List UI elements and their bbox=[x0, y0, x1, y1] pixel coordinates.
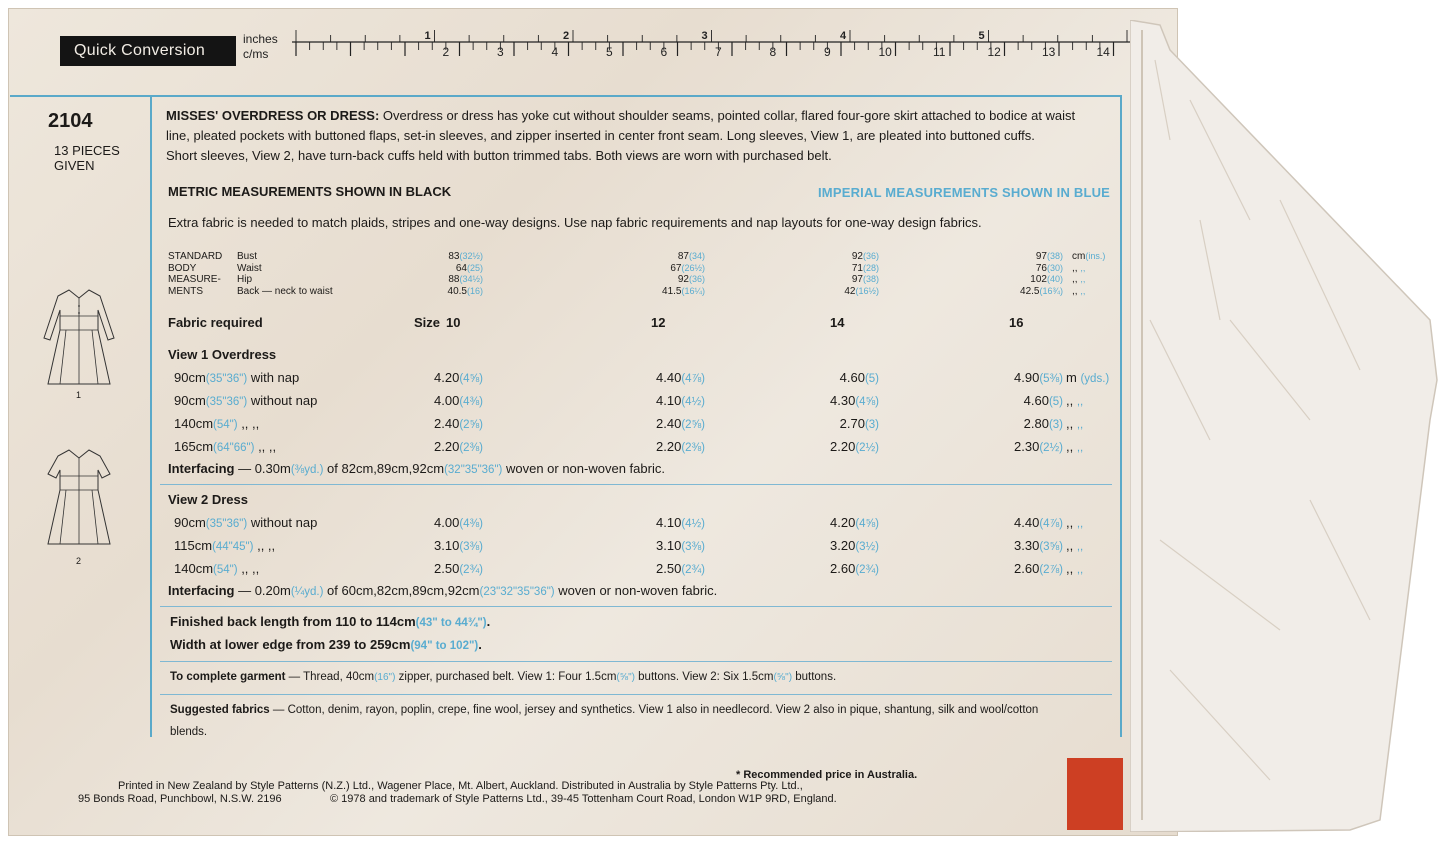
text-body_measurements-columns-1-metric-1: 67 bbox=[670, 262, 682, 274]
text-fabric-view2-rows-2-vals-2-0: 2.60 bbox=[830, 561, 856, 576]
view2-row-3-unit bbox=[1066, 561, 1083, 576]
view2-row-3-width bbox=[174, 561, 259, 576]
text-complete-t1: — Thread, 40cm bbox=[285, 671, 375, 683]
text-fabric-view1-rows-2-vals-3-0: 2.80 bbox=[1023, 416, 1049, 431]
text-fabric-view1-rows-2-nap: ,, ,, bbox=[237, 416, 260, 431]
text-body_measurements-ditto: ,, bbox=[1072, 285, 1078, 297]
view1-title: View 1 Overdress bbox=[168, 347, 277, 362]
text-finished-back_text: Finished back length from 110 to 114cm bbox=[170, 614, 416, 629]
text-fabric-view2-rows-0-vals-0-1: (4⅜) bbox=[459, 518, 483, 530]
text-fabric-view2-interfacing-text2_in: (23"32"35"36") bbox=[479, 586, 555, 598]
text-fabric-view1-rows-3-vals-2-1: (2½) bbox=[855, 442, 879, 454]
text-fabric-view1-rows-2-width_in: (54") bbox=[213, 419, 238, 431]
size-10: 10 bbox=[446, 315, 461, 330]
finished-back-length bbox=[170, 614, 490, 629]
ruler-cm-number: 7 bbox=[715, 45, 722, 59]
text-fabric-view2-rows-0-vals-0-0: 4.00 bbox=[434, 515, 460, 530]
text-fabric-view1-interfacing-label: Interfacing bbox=[168, 461, 235, 476]
text-fabric-view2-rows-2-nap: ,, ,, bbox=[237, 561, 260, 576]
text-body_measurements-columns-3-imperial-1: (30) bbox=[1046, 262, 1063, 273]
envelope-side-flap bbox=[1130, 20, 1442, 832]
ruler-inch-number: 2 bbox=[563, 30, 570, 42]
description-text-1: Overdress or dress has yoke cut without shoulder seams, pointed collar, flared four-gore skirt attached to bodice at waist bbox=[379, 108, 1076, 123]
view2-sketch-label: 2 bbox=[76, 556, 82, 566]
text-fabric-view1-rows-0-unit_in: (yds.) bbox=[1080, 373, 1110, 385]
text-body_measurements-ditto: ,, bbox=[1072, 274, 1078, 285]
view1-row-3-width bbox=[174, 416, 259, 431]
size-14: 14 bbox=[830, 315, 845, 330]
view1-row-4-size-16 bbox=[1014, 439, 1063, 454]
text-fabric-view1-interfacing-text1: — 0.30m bbox=[234, 461, 291, 476]
suggested-fabrics bbox=[170, 704, 1038, 716]
view1-row-3-size-14 bbox=[840, 416, 879, 431]
text-fabric-view1-rows-2-vals-0-0: 2.40 bbox=[434, 416, 460, 431]
text-body_measurements-columns-1-metric-2: 92 bbox=[677, 274, 689, 285]
text-fabric-view1-rows-1-width_in: (35"36") bbox=[205, 396, 248, 408]
ruler-cm-number: 9 bbox=[824, 45, 831, 59]
text-body_measurements-columns-0-metric-2: 88 bbox=[448, 274, 460, 285]
text-fabric-view2-rows-2-vals-3-1: (2⅞) bbox=[1039, 564, 1063, 576]
text-body_measurements-columns-0-metric-1: 64 bbox=[455, 262, 467, 274]
text-fabric-view1-rows-3-vals-1-0: 2.20 bbox=[656, 439, 682, 454]
view1-interfacing bbox=[168, 461, 665, 476]
text-fabric-view2-rows-2-vals-3-0: 2.60 bbox=[1014, 561, 1040, 576]
text-fabric-view2-rows-0-vals-3-1: (4⅞) bbox=[1039, 518, 1063, 530]
pattern-number: 2104 bbox=[48, 110, 93, 132]
text-fabric-view2-rows-2-unit_in: ,, bbox=[1076, 564, 1084, 576]
text-fabric-view1-rows-0-vals-0-1: (4⅝) bbox=[459, 373, 483, 385]
imperial-header: IMPERIAL MEASUREMENTS SHOWN IN BLUE bbox=[818, 185, 1111, 200]
ruler-inch-number: 1 bbox=[424, 30, 431, 42]
text-body_measurements-unit_imperial: (ins.) bbox=[1085, 251, 1106, 261]
to-complete-garment bbox=[170, 671, 836, 683]
text-fabric-view2-rows-1-vals-1-1: (3⅜) bbox=[681, 541, 705, 553]
text-fabric-view2-rows-0-vals-3-0: 4.40 bbox=[1014, 515, 1040, 530]
description-title: MISSES' OVERDRESS OR DRESS: bbox=[166, 108, 380, 123]
body-measurements-label bbox=[168, 251, 222, 297]
ruler-cm-number: 11 bbox=[933, 45, 946, 59]
ruler-cm-number: 8 bbox=[769, 45, 777, 59]
text-body_measurements-columns-3-metric-1: 76 bbox=[1035, 262, 1047, 274]
text-body_measurements-unit_metric: cm bbox=[1072, 251, 1086, 262]
text-body_measurements-columns-2-metric-3: 42 bbox=[844, 285, 856, 297]
text-body_measurements-columns-2-imperial-1: (28) bbox=[862, 262, 879, 273]
text-fabric-view2-rows-2-vals-0-0: 2.50 bbox=[434, 561, 460, 576]
view1-row-1-unit bbox=[1066, 370, 1109, 385]
text-fabric-view1-rows-3-vals-1-1: (2⅜) bbox=[681, 442, 705, 454]
view1-sketch bbox=[34, 286, 124, 396]
text-fabric-view1-rows-3-width: 165cm bbox=[174, 439, 214, 454]
view1-row-1-size-10 bbox=[434, 370, 483, 385]
text-fabric-view1-rows-1-unit_in: ,, bbox=[1076, 396, 1084, 408]
text-finished-period: . bbox=[478, 637, 482, 652]
view1-row-1-width bbox=[174, 370, 299, 385]
ruler-inch-number: 5 bbox=[978, 30, 985, 42]
bm-row-waist: Waist bbox=[237, 262, 262, 274]
view2-row-1-size-16 bbox=[1014, 515, 1063, 530]
text-body_measurements-columns-3-metric-2: 102 bbox=[1030, 274, 1047, 285]
text-fabric-view1-rows-1-vals-3-1: (5) bbox=[1048, 396, 1063, 408]
pieces-count: 13 PIECES bbox=[54, 143, 120, 158]
ruler-inch-number: 3 bbox=[701, 30, 708, 42]
text-complete-t2: zipper, purchased belt. View 1: Four 1.5cm bbox=[395, 671, 617, 683]
view2-row-1-size-10 bbox=[434, 515, 483, 530]
text-body_measurements-ditto: ,, bbox=[1080, 274, 1086, 284]
view1-row-1-size-16 bbox=[1014, 370, 1063, 385]
text-fabric-view1-rows-1-vals-2-1: (4⅝) bbox=[855, 396, 879, 408]
bm-row-hip: Hip bbox=[237, 274, 253, 285]
bm-units-column bbox=[1072, 251, 1105, 297]
text-fabric-view2-rows-1-unit: ,, bbox=[1066, 538, 1074, 553]
text-complete-label: To complete garment bbox=[170, 671, 286, 683]
text-fabric-view1-rows-3-vals-3-0: 2.30 bbox=[1014, 439, 1040, 454]
text-fabric-view1-rows-0-unit: m bbox=[1066, 370, 1077, 385]
fabric-required-label: Fabric required bbox=[168, 315, 263, 330]
text-fabric-view2-rows-2-vals-1-1: (2¾) bbox=[681, 564, 705, 576]
view2-row-1-size-14 bbox=[830, 515, 879, 530]
text-body_measurements-columns-2-imperial-0: (36) bbox=[862, 251, 879, 261]
text-fabric-view1-rows-0-width: 90cm bbox=[174, 370, 206, 385]
text-body_measurements-columns-0-imperial-2: (34½) bbox=[459, 274, 483, 284]
text-fabric-view2-rows-1-width_in: (44"45") bbox=[212, 541, 254, 553]
text-body_measurements-columns-1-imperial-3: (16¼) bbox=[681, 285, 705, 296]
printer-line-2b: © 1978 and trademark of Style Patterns Ltd., 39-45 Tottenham Court Road, London W1P 9RD, England. bbox=[330, 793, 837, 805]
view2-row-2-unit bbox=[1066, 538, 1083, 553]
text-finished-width_text: Width at lower edge from 239 to 259cm bbox=[170, 637, 411, 652]
bm-row-back: Back — neck to waist bbox=[237, 285, 333, 297]
view1-row-3-size-16 bbox=[1024, 416, 1063, 431]
text-fabric-view1-rows-1-nap: without nap bbox=[247, 393, 318, 408]
text-fabric-view1-rows-2-vals-0-1: (2⅝) bbox=[459, 419, 483, 431]
ruler-cm-number: 6 bbox=[660, 45, 668, 59]
text-fabric-view2-rows-0-width_in: (35"36") bbox=[205, 518, 248, 530]
view1-row-3-size-10 bbox=[434, 416, 483, 431]
text-body_measurements-columns-2-imperial-2: (38) bbox=[862, 274, 879, 284]
text-fabric-view2-interfacing-text3: woven or non-woven fabric. bbox=[554, 583, 718, 598]
text-body_measurements-columns-3-imperial-2: (40) bbox=[1046, 274, 1063, 284]
text-complete-t2_in: (⅝") bbox=[616, 672, 635, 683]
view2-row-1-width bbox=[174, 515, 317, 530]
text-body_measurements-columns-0-imperial-0: (32½) bbox=[459, 251, 483, 261]
bm-label-ments: MENTS bbox=[168, 285, 203, 297]
view2-row-3-size-10 bbox=[434, 561, 483, 576]
text-fabric-view1-rows-3-vals-3-1: (2½) bbox=[1039, 442, 1063, 454]
text-body_measurements-columns-1-imperial-0: (34) bbox=[688, 251, 705, 261]
text-fabric-view1-rows-0-vals-3-0: 4.90 bbox=[1014, 370, 1040, 385]
text-fabric-view2-rows-1-vals-2-0: 3.20 bbox=[830, 538, 856, 553]
price-sticker-area bbox=[1067, 758, 1123, 830]
bm-column-size-16 bbox=[1020, 251, 1063, 297]
view1-sketch-label: 1 bbox=[76, 390, 82, 400]
description-line-3: Short sleeves, View 2, have turn-back cuffs held with button trimmed tabs. Both views are worn with purchased belt. bbox=[166, 148, 832, 163]
text-body_measurements-columns-0-imperial-3: (16) bbox=[466, 285, 483, 296]
ruler-cm-number: 4 bbox=[551, 45, 559, 59]
text-body_measurements-columns-1-metric-0: 87 bbox=[677, 251, 689, 262]
text-body_measurements-ditto: ,, bbox=[1080, 262, 1086, 273]
text-body_measurements-columns-2-metric-1: 71 bbox=[851, 262, 863, 274]
view2-row-3-size-14 bbox=[830, 561, 879, 576]
text-fabric-view2-interfacing-text1: — 0.20m bbox=[234, 583, 291, 598]
view1-row-3-unit bbox=[1066, 416, 1083, 431]
text-fabric-view1-rows-3-vals-0-0: 2.20 bbox=[434, 439, 460, 454]
text-fabric-view1-rows-0-width_in: (35"36") bbox=[205, 373, 248, 385]
bm-row-bust: Bust bbox=[237, 251, 258, 262]
text-fabric-view2-rows-0-vals-2-1: (4⅝) bbox=[855, 518, 879, 530]
section-divider-4 bbox=[160, 694, 1112, 695]
text-fabric-view1-interfacing-text1_in: (⅜yd.) bbox=[290, 464, 324, 476]
text-body_measurements-columns-0-metric-3: 40.5 bbox=[447, 285, 467, 297]
text-fabric-view1-rows-1-width: 90cm bbox=[174, 393, 206, 408]
view1-row-3-size-12 bbox=[656, 416, 705, 431]
text-fabric-view2-rows-0-width: 90cm bbox=[174, 515, 206, 530]
text-finished-back_in: (43" to 44¾") bbox=[415, 617, 487, 629]
text-suggested-text: — Cotton, denim, rayon, poplin, crepe, fine wool, jersey and synthetics. View 1 also in needlecord. View 2 also in pique, shantung, silk and wool/cotton bbox=[269, 704, 1039, 716]
text-body_measurements-columns-2-imperial-3: (16½) bbox=[855, 285, 879, 296]
text-fabric-view2-rows-0-unit_in: ,, bbox=[1076, 518, 1084, 530]
bm-label-measure: MEASURE- bbox=[168, 274, 221, 285]
view1-row-4-size-10 bbox=[434, 439, 483, 454]
text-fabric-view2-rows-2-width: 140cm bbox=[174, 561, 214, 576]
ruler-cm-number: 13 bbox=[1042, 45, 1056, 59]
quick-conversion-ruler bbox=[60, 28, 1130, 68]
width-lower-edge bbox=[170, 637, 482, 652]
view2-sketch bbox=[34, 446, 124, 556]
view1-row-2-unit bbox=[1066, 393, 1083, 408]
text-body_measurements-columns-0-metric-0: 83 bbox=[448, 251, 460, 262]
view1-row-4-unit bbox=[1066, 439, 1083, 454]
bm-column-size-10 bbox=[448, 251, 483, 297]
ruler-cm-number: 14 bbox=[1096, 45, 1110, 59]
text-complete-t1_in: (16") bbox=[374, 672, 396, 683]
unit-inches: inches bbox=[243, 32, 278, 46]
text-fabric-view1-rows-0-nap: with nap bbox=[247, 370, 300, 385]
view1-row-2-size-12 bbox=[656, 393, 705, 408]
text-fabric-view1-rows-1-vals-1-1: (4½) bbox=[681, 396, 705, 408]
ruler-inch-number: 4 bbox=[840, 30, 847, 42]
view2-row-2-width bbox=[174, 538, 275, 553]
text-fabric-view2-rows-1-vals-1-0: 3.10 bbox=[656, 538, 682, 553]
text-fabric-view2-rows-1-width: 115cm bbox=[174, 538, 213, 553]
text-fabric-view2-rows-1-vals-0-0: 3.10 bbox=[434, 538, 460, 553]
view2-interfacing bbox=[168, 583, 717, 598]
text-fabric-view2-rows-0-vals-1-1: (4½) bbox=[681, 518, 705, 530]
metric-header: METRIC MEASUREMENTS SHOWN IN BLACK bbox=[168, 184, 452, 199]
size-16: 16 bbox=[1009, 315, 1024, 330]
text-fabric-view2-interfacing-text1_in: (¼yd.) bbox=[290, 586, 324, 598]
view2-row-2-size-14 bbox=[830, 538, 879, 553]
text-fabric-view2-rows-0-unit: ,, bbox=[1066, 515, 1074, 530]
text-body_measurements-ditto: ,, bbox=[1080, 285, 1086, 296]
view2-row-2-size-10 bbox=[434, 538, 483, 553]
text-fabric-view2-interfacing-label: Interfacing bbox=[168, 583, 235, 598]
bm-column-size-12 bbox=[662, 251, 705, 297]
section-divider-3 bbox=[160, 661, 1112, 662]
ruler-cm-number: 12 bbox=[987, 45, 1001, 59]
bm-label-standard: STANDARD bbox=[168, 251, 223, 262]
body-measurement-rows bbox=[237, 251, 333, 297]
text-fabric-view2-rows-0-vals-1-0: 4.10 bbox=[656, 515, 682, 530]
view1-row-4-width bbox=[174, 439, 276, 454]
pieces-given-label: GIVEN bbox=[54, 158, 95, 173]
view1-row-4-size-12 bbox=[656, 439, 705, 454]
view1-row-4-size-14 bbox=[830, 439, 879, 454]
text-fabric-view2-rows-2-vals-2-1: (2¾) bbox=[855, 564, 879, 576]
text-fabric-view1-rows-1-vals-0-0: 4.00 bbox=[434, 393, 460, 408]
text-fabric-view1-rows-0-vals-2-1: (5) bbox=[864, 373, 879, 385]
quick-conversion-label: Quick Conversion bbox=[60, 36, 236, 66]
text-fabric-view1-rows-0-vals-0-0: 4.20 bbox=[434, 370, 460, 385]
text-fabric-view2-rows-1-nap: ,, ,, bbox=[253, 538, 276, 553]
text-fabric-view1-rows-2-vals-2-0: 2.70 bbox=[839, 416, 865, 431]
text-body_measurements-columns-1-metric-3: 41.5 bbox=[662, 285, 682, 297]
text-fabric-view1-rows-1-vals-2-0: 4.30 bbox=[830, 393, 856, 408]
text-body_measurements-columns-3-imperial-3: (16¾) bbox=[1039, 285, 1063, 296]
size-label: Size bbox=[414, 315, 441, 330]
text-fabric-view2-rows-0-vals-2-0: 4.20 bbox=[830, 515, 856, 530]
view1-row-2-size-14 bbox=[830, 393, 879, 408]
view2-row-1-unit bbox=[1066, 515, 1083, 530]
text-fabric-view2-rows-2-vals-0-1: (2¾) bbox=[459, 564, 483, 576]
text-fabric-view2-rows-1-vals-3-1: (3⅝) bbox=[1039, 541, 1063, 553]
recommended-price-note: * Recommended price in Australia. bbox=[736, 769, 918, 781]
text-fabric-view1-rows-2-width: 140cm bbox=[174, 416, 214, 431]
view1-row-2-size-10 bbox=[434, 393, 483, 408]
text-fabric-view2-interfacing-text2: of 60cm,82cm,89cm,92cm bbox=[323, 583, 480, 598]
text-fabric-view1-rows-2-vals-3-1: (3) bbox=[1048, 419, 1063, 431]
text-fabric-view1-rows-1-vals-0-1: (4⅜) bbox=[459, 396, 483, 408]
ruler-units bbox=[243, 32, 278, 62]
text-body_measurements-columns-3-metric-0: 97 bbox=[1035, 251, 1047, 262]
text-fabric-view1-rows-2-unit_in: ,, bbox=[1076, 419, 1084, 431]
extra-fabric-note: Extra fabric is needed to match plaids, stripes and one-way designs. Use nap fabric requirements and nap layouts for one-way design fabrics. bbox=[168, 215, 982, 230]
text-fabric-view1-rows-0-vals-1-1: (4⅞) bbox=[681, 373, 705, 385]
text-fabric-view2-rows-2-vals-1-0: 2.50 bbox=[656, 561, 682, 576]
text-body_measurements-columns-2-metric-0: 92 bbox=[851, 251, 863, 262]
text-fabric-view1-rows-1-vals-1-0: 4.10 bbox=[656, 393, 682, 408]
description-line-2: line, pleated pockets with buttoned flaps, set-in sleeves, and zipper inserted in center front seam. Long sleeves, View 1, are pleated into buttoned cuffs. bbox=[166, 128, 1035, 143]
pieces-given bbox=[54, 143, 120, 173]
bm-column-size-14 bbox=[844, 251, 879, 297]
text-fabric-view1-rows-1-unit: ,, bbox=[1066, 393, 1074, 408]
ruler-cm-number: 10 bbox=[878, 45, 892, 59]
suggested-fabrics-cont: blends. bbox=[170, 726, 208, 738]
text-fabric-view1-interfacing-text2_in: (32"35"36") bbox=[444, 464, 503, 476]
text-fabric-view2-rows-1-vals-2-1: (3½) bbox=[855, 541, 879, 553]
text-fabric-view1-rows-2-vals-1-1: (2⅝) bbox=[681, 419, 705, 431]
view1-row-1-size-12 bbox=[656, 370, 705, 385]
view2-row-3-size-16 bbox=[1014, 561, 1063, 576]
view1-row-2-size-16 bbox=[1024, 393, 1063, 408]
description-line-1 bbox=[166, 106, 1116, 126]
text-fabric-view1-rows-1-vals-3-0: 4.60 bbox=[1023, 393, 1049, 408]
text-fabric-view2-rows-2-unit: ,, bbox=[1066, 561, 1074, 576]
text-body_measurements-columns-1-imperial-2: (36) bbox=[688, 274, 705, 284]
size-12: 12 bbox=[651, 315, 666, 330]
text-fabric-view1-interfacing-text3: woven or non-woven fabric. bbox=[502, 461, 665, 476]
ruler-cm-number: 5 bbox=[606, 45, 613, 59]
text-fabric-view1-rows-3-unit_in: ,, bbox=[1076, 442, 1084, 454]
view2-row-2-size-16 bbox=[1014, 538, 1063, 553]
text-body_measurements-columns-3-metric-3: 42.5 bbox=[1020, 285, 1040, 297]
unit-cms: c/ms bbox=[243, 47, 269, 61]
text-fabric-view1-rows-3-vals-2-0: 2.20 bbox=[830, 439, 856, 454]
text-fabric-view1-rows-3-nap: ,, ,, bbox=[254, 439, 277, 454]
text-fabric-view1-rows-2-unit: ,, bbox=[1066, 416, 1074, 431]
text-fabric-view1-rows-2-vals-2-1: (3) bbox=[864, 419, 879, 431]
text-finished-period: . bbox=[486, 614, 491, 629]
view2-row-3-size-12 bbox=[656, 561, 705, 576]
text-fabric-view2-rows-0-nap: without nap bbox=[247, 515, 318, 530]
text-fabric-view2-rows-2-width_in: (54") bbox=[213, 564, 238, 576]
text-suggested-label: Suggested fabrics bbox=[170, 704, 270, 716]
text-complete-t4: buttons. bbox=[792, 671, 837, 683]
text-fabric-view2-rows-1-unit_in: ,, bbox=[1076, 541, 1084, 553]
section-divider-1 bbox=[160, 484, 1112, 485]
text-body_measurements-columns-0-imperial-1: (25) bbox=[466, 262, 483, 273]
printer-line-2a: 95 Bonds Road, Punchbowl, N.S.W. 2196 bbox=[78, 793, 282, 805]
ruler-cm-number: 2 bbox=[442, 45, 450, 59]
view2-title: View 2 Dress bbox=[168, 492, 248, 507]
text-fabric-view1-rows-3-unit: ,, bbox=[1066, 439, 1074, 454]
pattern-description bbox=[166, 106, 1116, 166]
text-fabric-view2-rows-1-vals-0-1: (3⅜) bbox=[459, 541, 483, 553]
view2-row-1-size-12 bbox=[656, 515, 705, 530]
text-body_measurements-columns-2-metric-2: 97 bbox=[851, 274, 863, 285]
ruler-ticks bbox=[292, 28, 1130, 68]
text-body_measurements-ditto: ,, bbox=[1072, 262, 1078, 274]
text-fabric-view1-rows-2-vals-1-0: 2.40 bbox=[656, 416, 682, 431]
view1-row-1-size-14 bbox=[840, 370, 879, 385]
text-fabric-view1-interfacing-text2: of 82cm,89cm,92cm bbox=[323, 461, 445, 476]
text-body_measurements-columns-1-imperial-1: (26½) bbox=[681, 262, 705, 273]
printer-line-1: Printed in New Zealand by Style Patterns (N.Z.) Ltd., Wagener Place, Mt. Albert, Auckland. Distributed in Australia by Style Patterns Pty. Ltd., bbox=[118, 780, 803, 792]
bm-label-body: BODY bbox=[168, 262, 197, 274]
text-fabric-view1-rows-3-vals-0-1: (2⅜) bbox=[459, 442, 483, 454]
text-finished-width_in: (94" to 102") bbox=[410, 640, 479, 652]
text-complete-t3: buttons. View 2: Six 1.5cm bbox=[634, 671, 774, 683]
view1-row-2-width bbox=[174, 393, 317, 408]
ruler-cm-number: 3 bbox=[497, 45, 504, 59]
text-fabric-view1-rows-0-vals-2-0: 4.60 bbox=[839, 370, 865, 385]
text-fabric-view2-rows-1-vals-3-0: 3.30 bbox=[1014, 538, 1040, 553]
text-fabric-view1-rows-0-vals-1-0: 4.40 bbox=[656, 370, 682, 385]
text-fabric-view1-rows-3-width_in: (64"66") bbox=[213, 442, 255, 454]
text-body_measurements-columns-3-imperial-0: (38) bbox=[1046, 251, 1063, 261]
view2-row-2-size-12 bbox=[656, 538, 705, 553]
text-complete-t3_in: (⅝") bbox=[773, 672, 793, 683]
section-divider-2 bbox=[160, 606, 1112, 607]
text-fabric-view1-rows-0-vals-3-1: (5⅜) bbox=[1039, 373, 1063, 385]
